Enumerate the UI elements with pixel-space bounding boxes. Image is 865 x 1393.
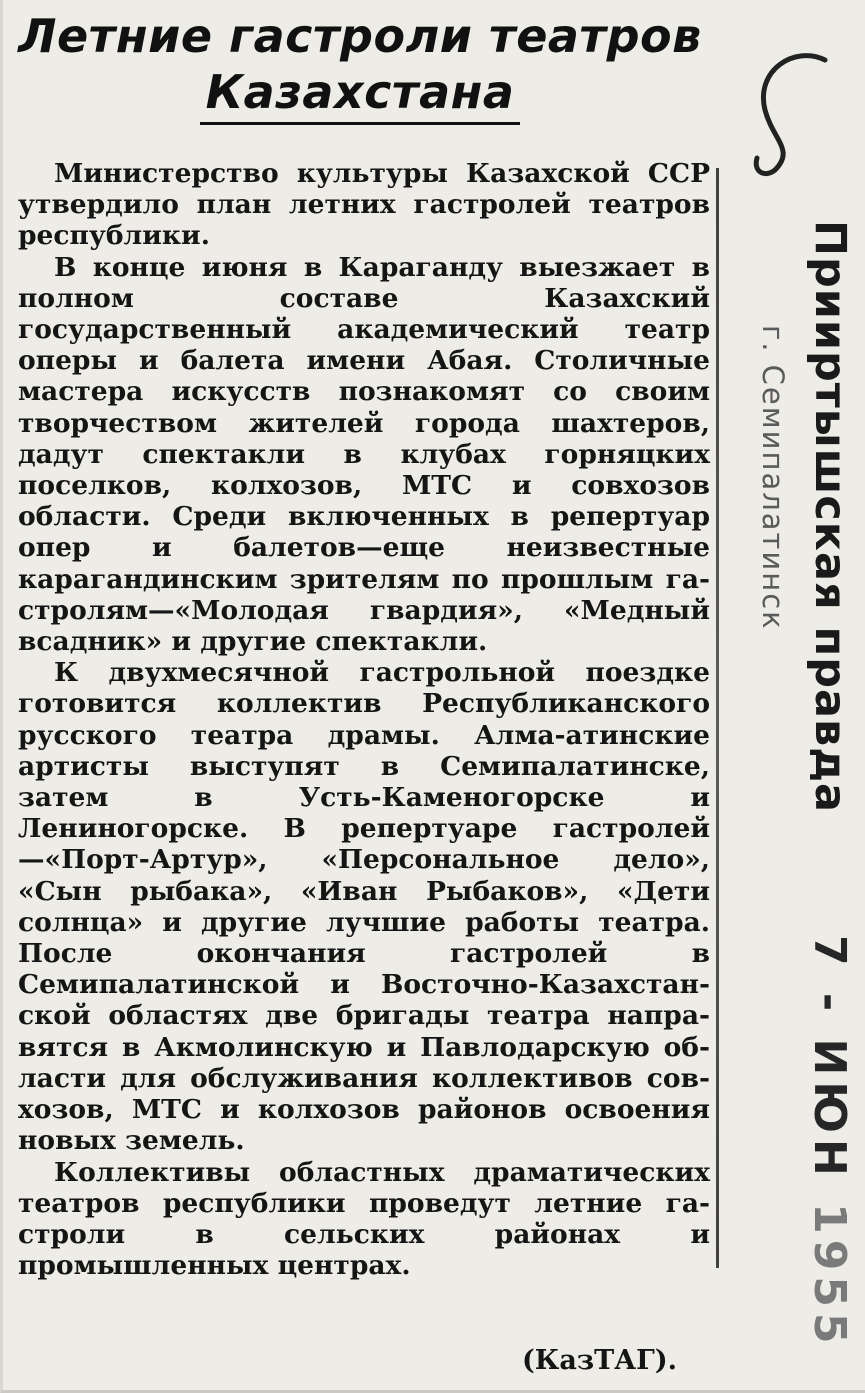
headline-line-2: Казахстана bbox=[200, 64, 521, 125]
stamp-date-day: 7 - bbox=[804, 935, 855, 1018]
stamp-newspaper-name: Прииртышская правда bbox=[805, 220, 855, 814]
pencil-mark-icon bbox=[735, 40, 835, 180]
article-paragraph: Министерство культуры Казахской ССР утвердило план летних гастролей театров республики. bbox=[18, 158, 710, 252]
stamp-date bbox=[804, 935, 855, 1350]
article-body bbox=[18, 158, 710, 1281]
article-paragraph: К двухмесячной гастрольной поездке готовится коллектив Республиканского русского театра драмы. Алма-атинские артисты выступят в Семипалатинске, затем в Усть-Каменогорске и Лениногорске. В репертуаре гастролей—«Порт-Артур», «Персональное дело», «Сын рыбака», «Иван Рыбаков», «Дети солнца» и другие лучшие работы театра. После окончания гастролей в Семипалатинской и Восточно-Казахстанской областях две бригады театра направятся в Акмолинскую и Павлодарскую области для обслуживания коллективов совхозов, МТС и колхозов районов освоения новых земель. bbox=[18, 657, 710, 1157]
article-signature: (КазТАГ). bbox=[522, 1345, 677, 1376]
publication-stamp bbox=[725, 220, 855, 1350]
stamp-date-month: ИЮН bbox=[804, 1038, 855, 1182]
article-paragraph: Коллективы областных драматических театров республики проведут летние гастроли в сельских районах и промышленных центрах. bbox=[18, 1156, 710, 1282]
stamp-city: г. Семипалатинск bbox=[756, 325, 790, 631]
stamp-date-year: 1955 bbox=[804, 1203, 855, 1350]
headline-line-1: Летние гастроли театров bbox=[18, 9, 702, 63]
column-divider bbox=[716, 168, 719, 1268]
article-paragraph: В конце июня в Караганду выезжает в полном составе Казахский государственный академический театр оперы и балета имени Абая. Столичные мастера искусств познакомят со своим творчеством жителей города шахтеров, дадут спектакли в клубах горняцких поселков, колхозов, МТС и совхозов области. Среди включенных в репертуар опер и балетов—еще неизвестные карагандинским зрителям по прошлым гастролям—«Молодая гвардия», «Медный всадник» и другие спектакли. bbox=[18, 251, 710, 658]
article-headline bbox=[10, 8, 710, 125]
